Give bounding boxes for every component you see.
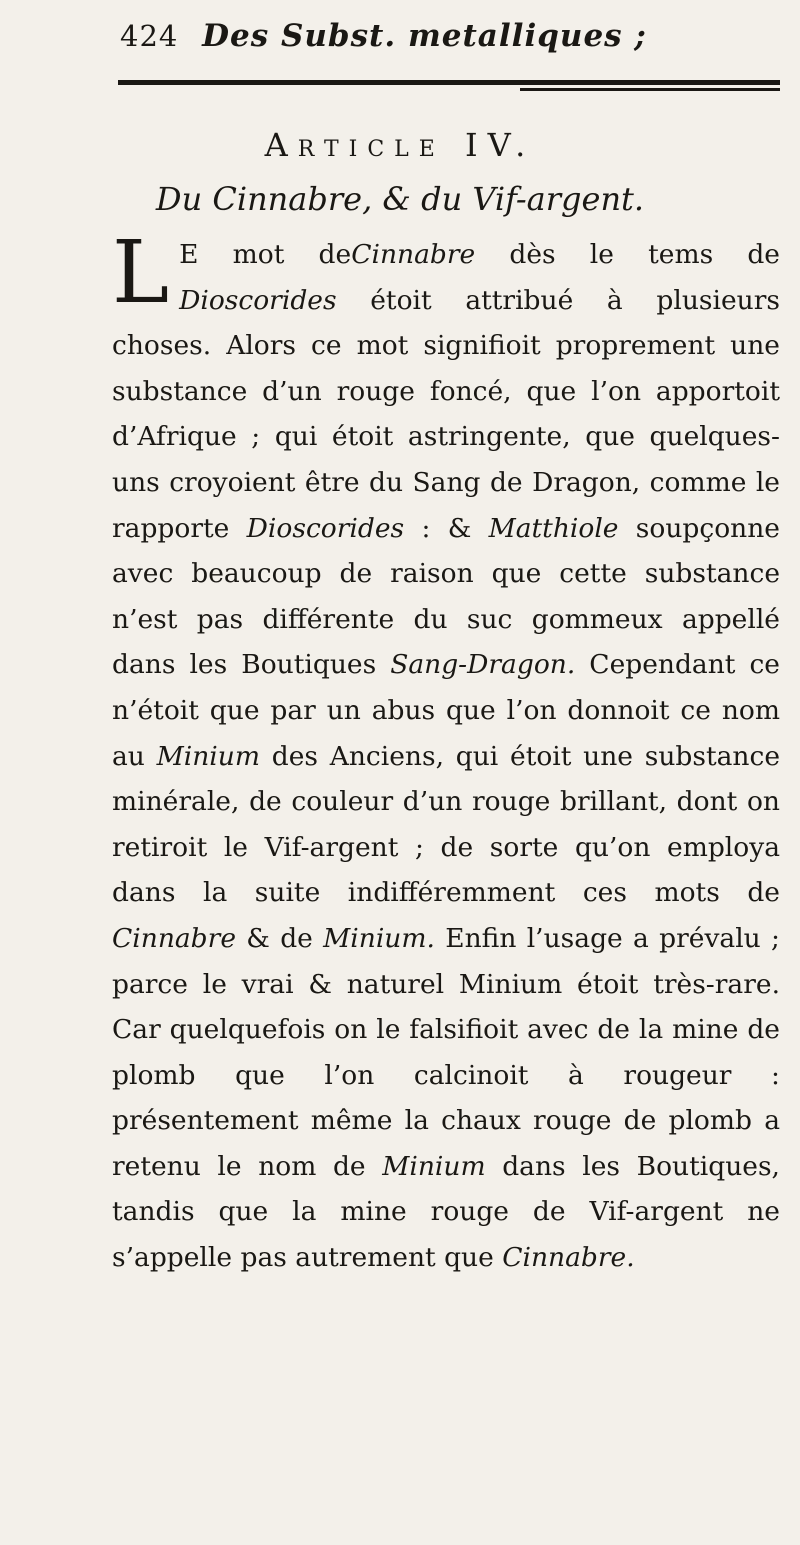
running-head	[120, 18, 780, 68]
italic-term: Cinnabre	[112, 922, 236, 954]
italic-term: Dioscorides	[246, 512, 405, 544]
italic-term: Minium	[156, 740, 260, 772]
article-body	[112, 223, 780, 1281]
header-rule-secondary	[520, 88, 780, 91]
header-rule	[118, 80, 780, 85]
page-number: 424	[120, 19, 179, 53]
text-run: & de	[236, 922, 324, 954]
text-run: : &	[404, 512, 489, 544]
italic-term: Matthiole	[488, 512, 619, 544]
italic-term: Sang-Dragon.	[390, 649, 576, 681]
text-run: étoit attribué à plusieurs choses. Alors ce mot signifioit proprement une substance d’un rouge foncé, que l’on apportoit d’Afrique ; qui étoit astringente, que quelques-uns croyoient être du Sang de Dragon, comme le rapporte	[112, 284, 780, 544]
text-run: soupçonne avec beaucoup de raison que cette substance n’est pas différente du suc gommeux appellé dans les Boutiques	[112, 512, 780, 681]
italic-term: Cinnabre	[351, 239, 476, 270]
article-subtitle: Du Cinnabre, & du Vif-argent.	[155, 180, 645, 218]
drop-cap: L	[112, 223, 170, 323]
text-run: dès le tems de	[475, 239, 780, 270]
italic-term: Minium	[382, 1150, 486, 1182]
body-paragraph	[112, 223, 780, 1281]
text-run: Enfin l’usage a prévalu ; parce le vrai & naturel Minium étoit très-rare. Car quelquefois on le falsifioit avec de la mine de plomb que l’on calcinoit à rougeur : présentement même la chaux rouge de plomb a retenu le nom de	[112, 922, 780, 1182]
article-heading: Article IV.	[264, 126, 536, 164]
italic-term: Minium.	[323, 922, 435, 954]
text-run: Cependant ce n’étoit que par un abus que l’on donnoit ce nom au	[112, 649, 780, 772]
text-run: dans les Boutiques, tandis que la mine rouge de Vif-argent ne s’appelle pas autrement que	[112, 1150, 780, 1274]
text-run: des Anciens, qui étoit une substance minérale, de couleur d’un rouge brillant, dont on retiroit le Vif-argent ; de sorte qu’on employa dans la suite indifféremment ces mots de	[112, 740, 780, 909]
italic-term: Dioscorides	[179, 284, 337, 316]
text-run: E mot de	[179, 239, 352, 270]
running-head-title: Des Subst. metalliques ;	[202, 18, 647, 54]
italic-term: Cinnabre.	[502, 1242, 635, 1274]
